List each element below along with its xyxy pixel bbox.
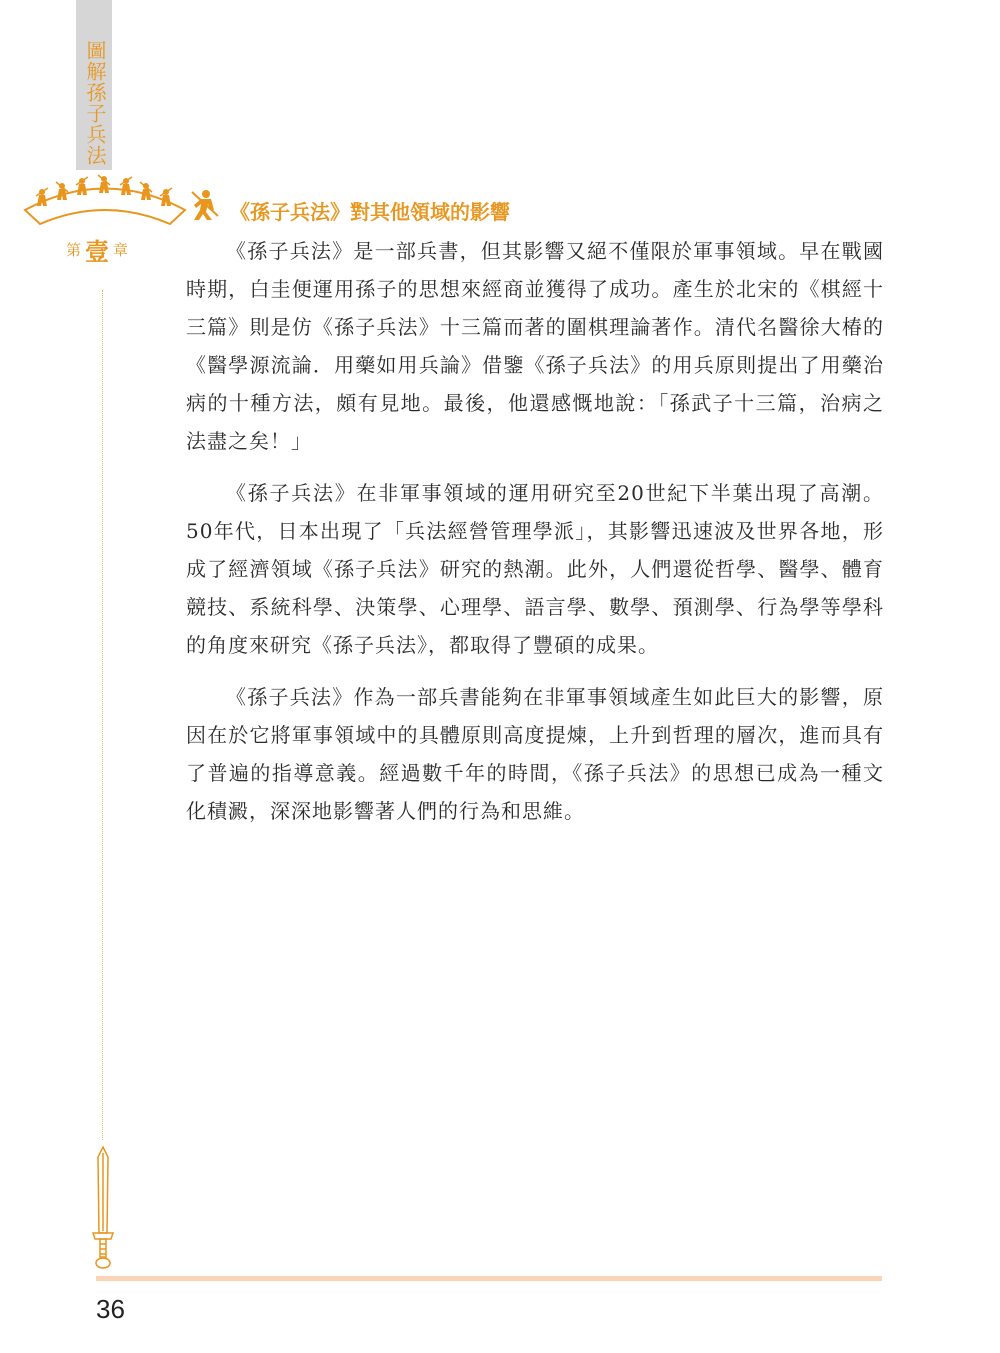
paragraph: 《孫子兵法》是一部兵書，但其影響又絕不僅限於軍事領域。早在戰國時期，白圭便運用孫子的思想來經商並獲得了成功。產生於北宋的《棋經十三篇》則是仿《孫子兵法》十三篇而著的圍棋理論著作。清代名醫徐大椿的《醫學源流論．用藥如用兵論》借鑒《孫子兵法》的用兵原則提出了用藥治病的十種方法，頗有見地。最後，他還感慨地說：「孫武子十三篇，治病之法盡之矣！」 [186,239,884,453]
soldier-icon [188,188,222,222]
sword-icon [88,1145,118,1275]
body-text [186,232,884,844]
paragraph: 《孫子兵法》作為一部兵書能夠在非軍事領域產生如此巨大的影響，原因在於它將軍事領域中的具體原則高度提煉，上升到哲理的層次，進而具有了普遍的指導意義。經過數千年的時間，《孫子兵法》的思想已成為一種文化積澱，深深地影響著人們的行為和思維。 [186,685,884,823]
paragraph: 《孫子兵法》在非軍事領域的運用研究至20世紀下半葉出現了高潮。50年代，日本出現了「兵法經營管理學派」，其影響迅速波及世界各地，形成了經濟領域《孫子兵法》研究的熱潮。此外，人們還從哲學、醫學、體育競技、系統科學、決策學、心理學、語言學、數學、預測學、行為學等學科的角度來研究《孫子兵法》，都取得了豐碩的成果。 [186,481,884,657]
chapter-suffix: 章 [113,241,129,259]
page-number: 36 [96,1294,125,1324]
chapter-label [66,232,128,267]
footer-rule [96,1276,882,1281]
section-title: 《孫子兵法》對其他領域的影響 [230,200,510,224]
chapter-prefix: 第 [66,241,82,259]
margin-divider [102,290,104,1140]
chapter-number: 壹 [85,238,110,266]
book-title: 圖解孫子兵法 [83,40,107,166]
